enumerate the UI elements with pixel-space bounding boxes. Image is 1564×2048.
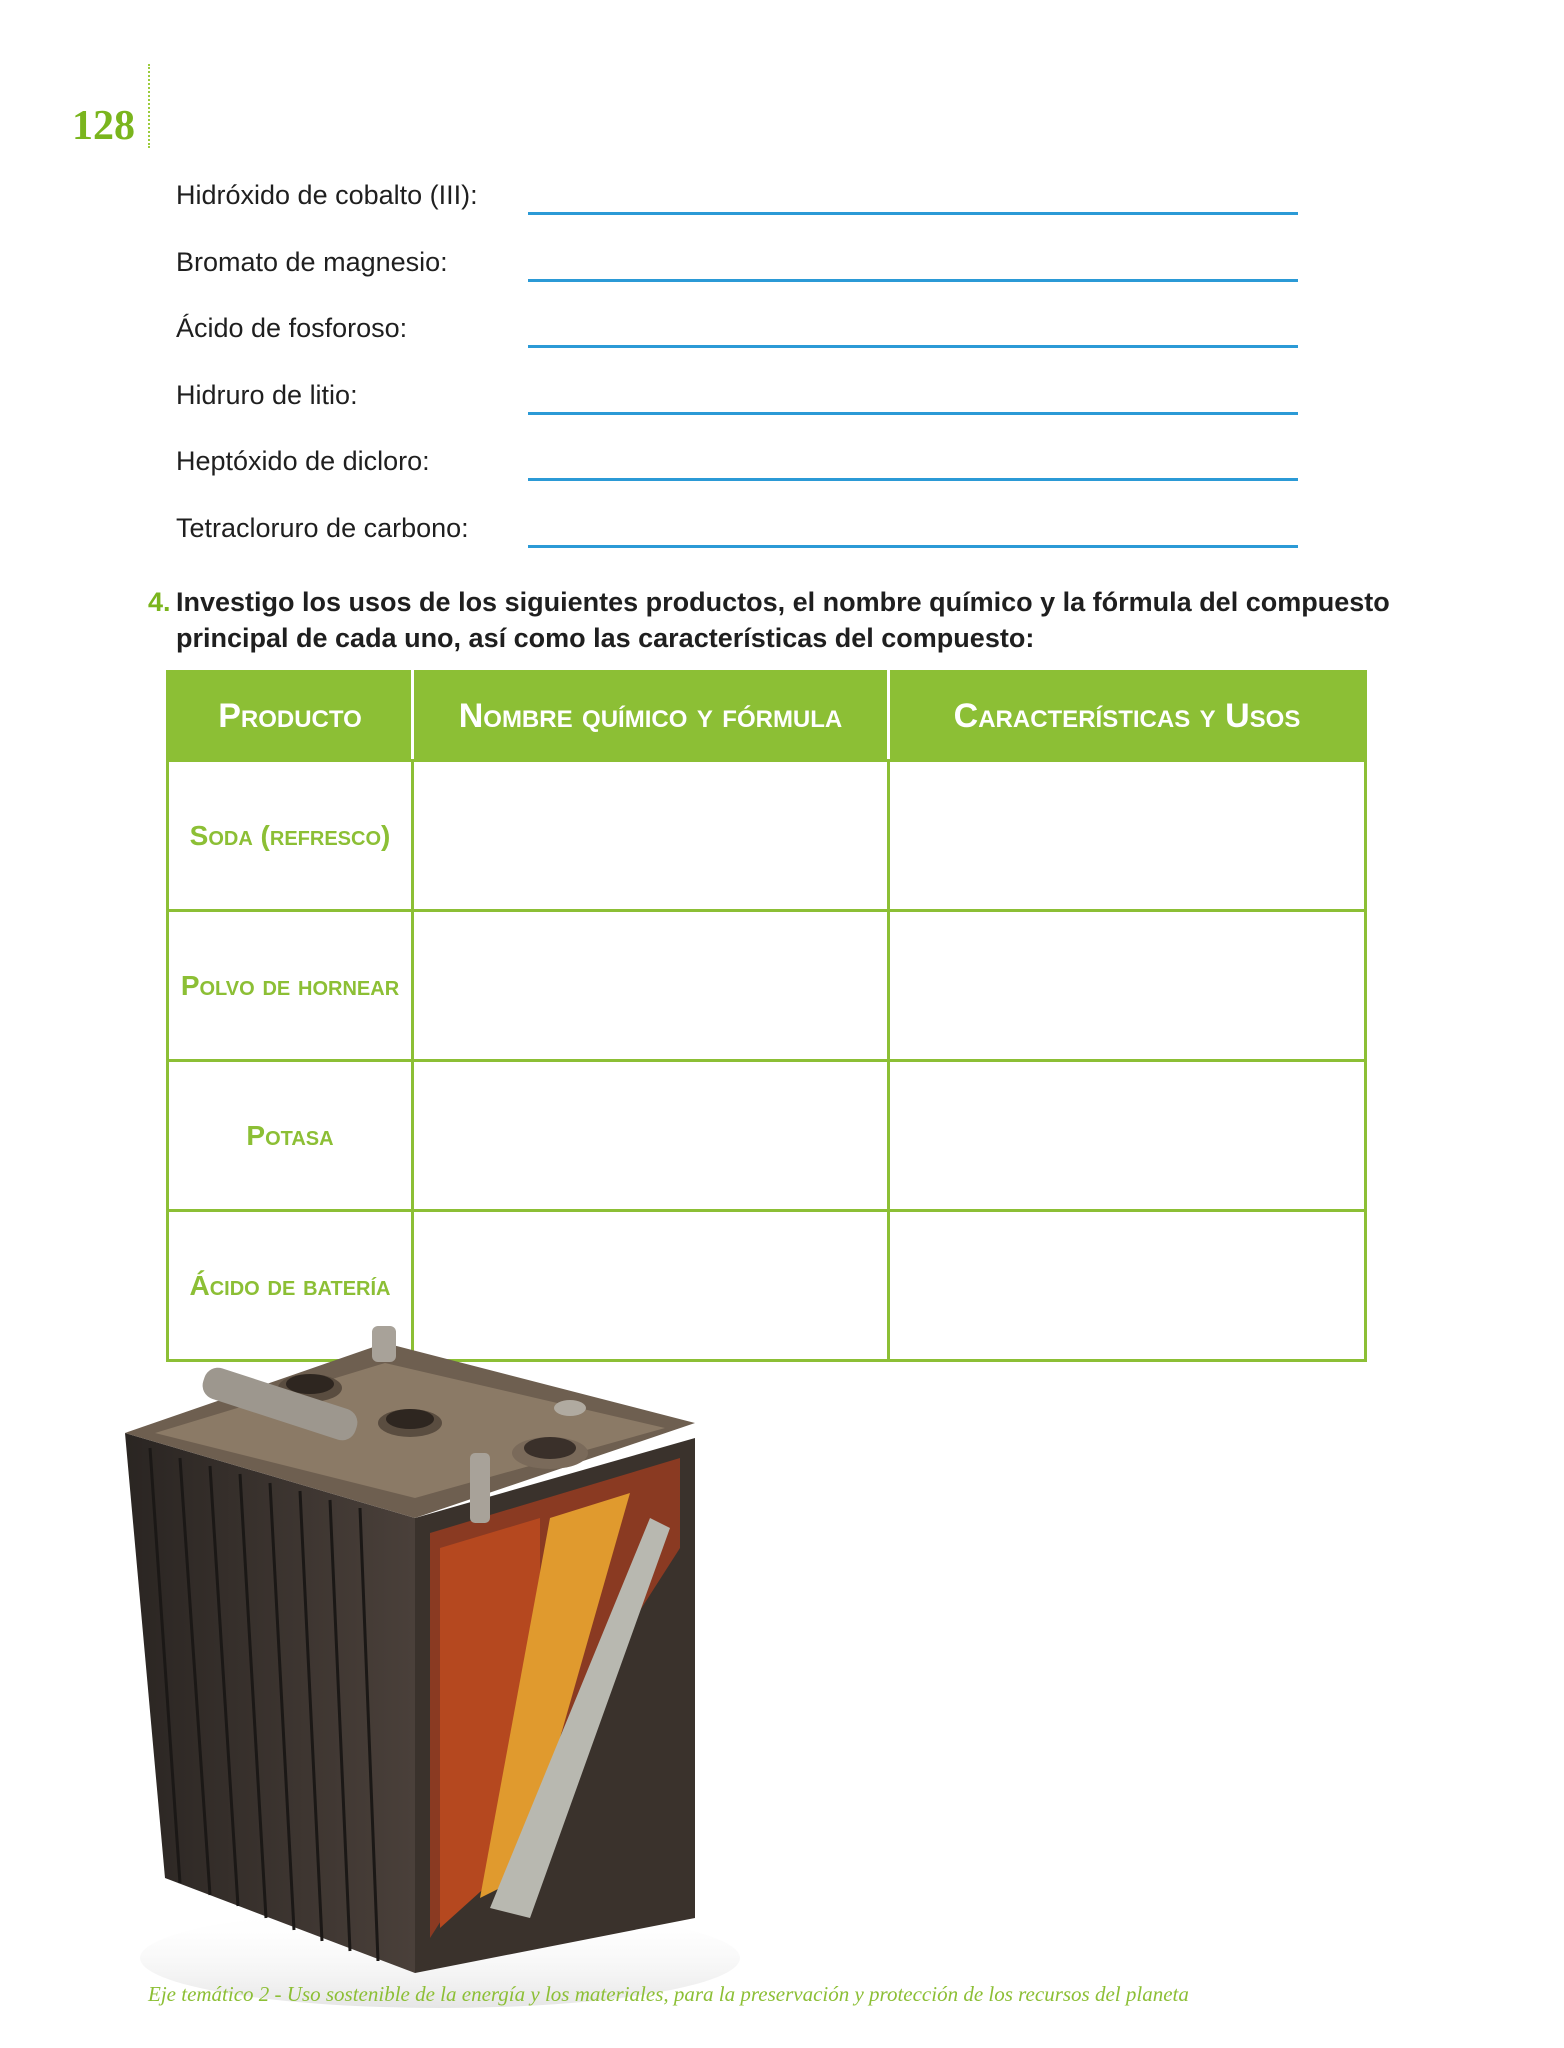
answer-cell[interactable] bbox=[889, 911, 1366, 1061]
answer-line[interactable] bbox=[528, 212, 1298, 215]
fill-item bbox=[176, 180, 1296, 220]
fill-item bbox=[176, 446, 1296, 486]
fill-item-label: Tetracloruro de carbono: bbox=[176, 513, 469, 543]
fill-item bbox=[176, 513, 1296, 553]
fill-item-label: Heptóxido de dicloro: bbox=[176, 446, 430, 476]
fill-item-label: Hidruro de litio: bbox=[176, 380, 358, 410]
product-name: Potasa bbox=[168, 1061, 413, 1211]
answer-line[interactable] bbox=[528, 412, 1298, 415]
fill-item-label: Hidróxido de cobalto (III): bbox=[176, 180, 478, 210]
product-name: Polvo de hornear bbox=[168, 911, 413, 1061]
car-battery-image bbox=[110, 1318, 750, 2018]
header-producto: Producto bbox=[168, 672, 413, 761]
product-name: Ácido de batería bbox=[168, 1211, 413, 1361]
page-number-divider bbox=[148, 64, 150, 148]
products-table bbox=[166, 670, 1367, 1362]
answer-cell[interactable] bbox=[889, 761, 1366, 911]
header-nombre-quimico: Nombre químico y fórmula bbox=[413, 672, 889, 761]
answer-cell[interactable] bbox=[413, 761, 889, 911]
table-header-row bbox=[168, 672, 1366, 761]
answer-line[interactable] bbox=[528, 279, 1298, 282]
answer-cell[interactable] bbox=[413, 911, 889, 1061]
answer-line[interactable] bbox=[528, 345, 1298, 348]
table-row bbox=[168, 761, 1366, 911]
table-row bbox=[168, 911, 1366, 1061]
question-number: 4. bbox=[148, 587, 171, 617]
page-number: 128 bbox=[72, 103, 135, 149]
fill-item bbox=[176, 247, 1296, 287]
fill-item-label: Bromato de magnesio: bbox=[176, 247, 448, 277]
answer-cell[interactable] bbox=[889, 1211, 1366, 1361]
question-4 bbox=[148, 584, 1408, 656]
answer-line[interactable] bbox=[528, 478, 1298, 481]
question-text: Investigo los usos de los siguientes productos, el nombre químico y la fórmula del compuesto principal de cada uno, así como las características del compuesto: bbox=[176, 587, 1390, 653]
header-caracteristicas: Características y Usos bbox=[889, 672, 1366, 761]
answer-cell[interactable] bbox=[889, 1061, 1366, 1211]
fill-item-label: Ácido de fosforoso: bbox=[176, 313, 408, 343]
answer-line[interactable] bbox=[528, 545, 1298, 548]
answer-cell[interactable] bbox=[413, 1061, 889, 1211]
footer-caption: Eje temático 2 - Uso sostenible de la energía y los materiales, para la preservación y protección de los recursos del planeta bbox=[148, 1982, 1189, 2006]
fill-item bbox=[176, 380, 1296, 420]
table-row bbox=[168, 1061, 1366, 1211]
product-name: Soda (refresco) bbox=[168, 761, 413, 911]
fill-item bbox=[176, 313, 1296, 353]
